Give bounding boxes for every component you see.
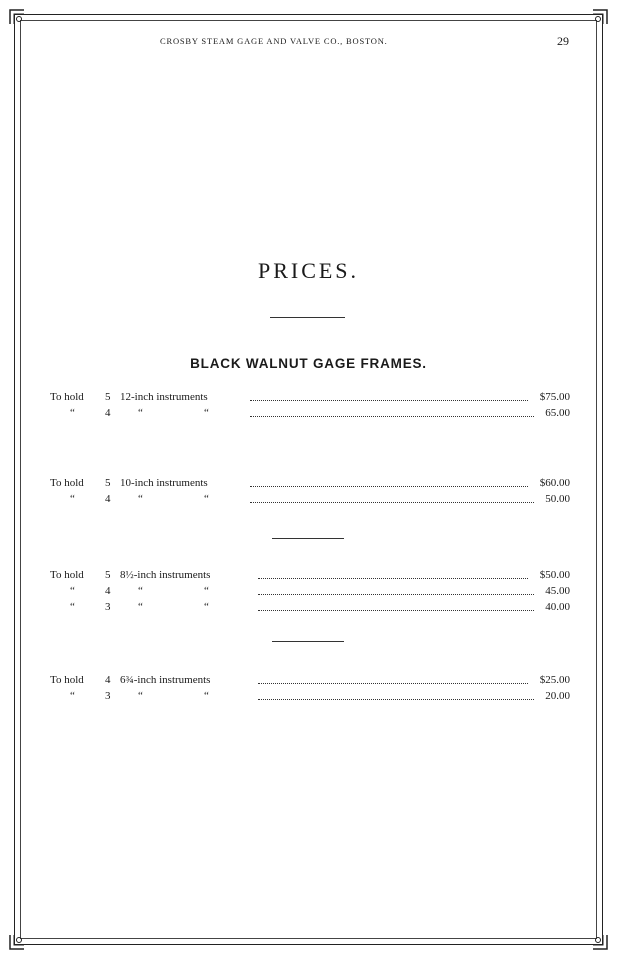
- row-price: 50.00: [545, 493, 570, 505]
- row-size: “: [138, 601, 143, 613]
- row-price: 45.00: [545, 585, 570, 597]
- row-size: 6¾-inch instruments: [120, 674, 211, 686]
- price-group-10-inch: [50, 475, 570, 507]
- row-count: 3: [105, 690, 111, 702]
- running-title: CROSBY STEAM GAGE AND VALVE CO., BOSTON.: [160, 36, 388, 46]
- row-lead: To hold: [50, 391, 84, 403]
- row-ditto: “: [204, 585, 209, 597]
- row-size: 12-inch instruments: [120, 391, 208, 403]
- price-row: [50, 688, 570, 704]
- price-row: [50, 475, 570, 491]
- row-lead: “: [70, 690, 75, 702]
- row-price: $50.00: [539, 569, 570, 581]
- row-size: 10-inch instruments: [120, 477, 208, 489]
- dot-leader: [250, 416, 534, 417]
- price-group-12-inch: [50, 389, 570, 421]
- row-price: 20.00: [545, 690, 570, 702]
- row-size: “: [138, 585, 143, 597]
- price-group-8-half-inch: [50, 567, 570, 615]
- price-row: [50, 599, 570, 615]
- dot-leader: [250, 502, 534, 503]
- row-count: 4: [105, 407, 111, 419]
- price-row: [50, 389, 570, 405]
- price-row: [50, 405, 570, 421]
- page-number: 29: [557, 34, 569, 48]
- dot-leader: [258, 699, 534, 700]
- price-group-6-three-quarter-inch: [50, 672, 570, 704]
- dot-leader: [258, 610, 534, 611]
- price-row: [50, 491, 570, 507]
- row-count: 4: [105, 493, 111, 505]
- section-heading: BLACK WALNUT GAGE FRAMES.: [190, 356, 427, 371]
- row-lead: “: [70, 407, 75, 419]
- row-ditto: “: [204, 407, 209, 419]
- dot-leader: [250, 400, 528, 401]
- section-rule: [272, 538, 344, 539]
- corner-ornament-bottom-left: [8, 933, 26, 951]
- row-ditto: “: [204, 690, 209, 702]
- dot-leader: [250, 486, 528, 487]
- row-lead: “: [70, 601, 75, 613]
- row-price: $75.00: [539, 391, 570, 403]
- row-size: “: [138, 493, 143, 505]
- row-price: $60.00: [539, 477, 570, 489]
- row-count: 5: [105, 477, 111, 489]
- row-lead: “: [70, 585, 75, 597]
- page-title: PRICES.: [257, 258, 360, 283]
- row-count: 5: [105, 391, 111, 403]
- row-count: 4: [105, 674, 111, 686]
- row-ditto: “: [204, 601, 209, 613]
- section-rule: [272, 641, 344, 642]
- row-count: 3: [105, 601, 111, 613]
- row-lead: To hold: [50, 569, 84, 581]
- row-price: 40.00: [545, 601, 570, 613]
- row-lead: To hold: [50, 477, 84, 489]
- price-row: [50, 583, 570, 599]
- row-count: 4: [105, 585, 111, 597]
- row-size: 8½-inch instruments: [120, 569, 211, 581]
- price-row: [50, 567, 570, 583]
- corner-ornament-top-left: [8, 8, 26, 26]
- dot-leader: [258, 683, 528, 684]
- row-size: “: [138, 407, 143, 419]
- row-price: $25.00: [539, 674, 570, 686]
- dot-leader: [258, 594, 534, 595]
- row-size: “: [138, 690, 143, 702]
- row-ditto: “: [204, 493, 209, 505]
- row-lead: “: [70, 493, 75, 505]
- row-count: 5: [105, 569, 111, 581]
- dot-leader: [258, 578, 528, 579]
- corner-ornament-bottom-right: [591, 933, 609, 951]
- row-price: 65.00: [545, 407, 570, 419]
- running-head: [0, 36, 617, 50]
- corner-ornament-top-right: [591, 8, 609, 26]
- row-lead: To hold: [50, 674, 84, 686]
- price-row: [50, 672, 570, 688]
- title-rule: [270, 317, 345, 318]
